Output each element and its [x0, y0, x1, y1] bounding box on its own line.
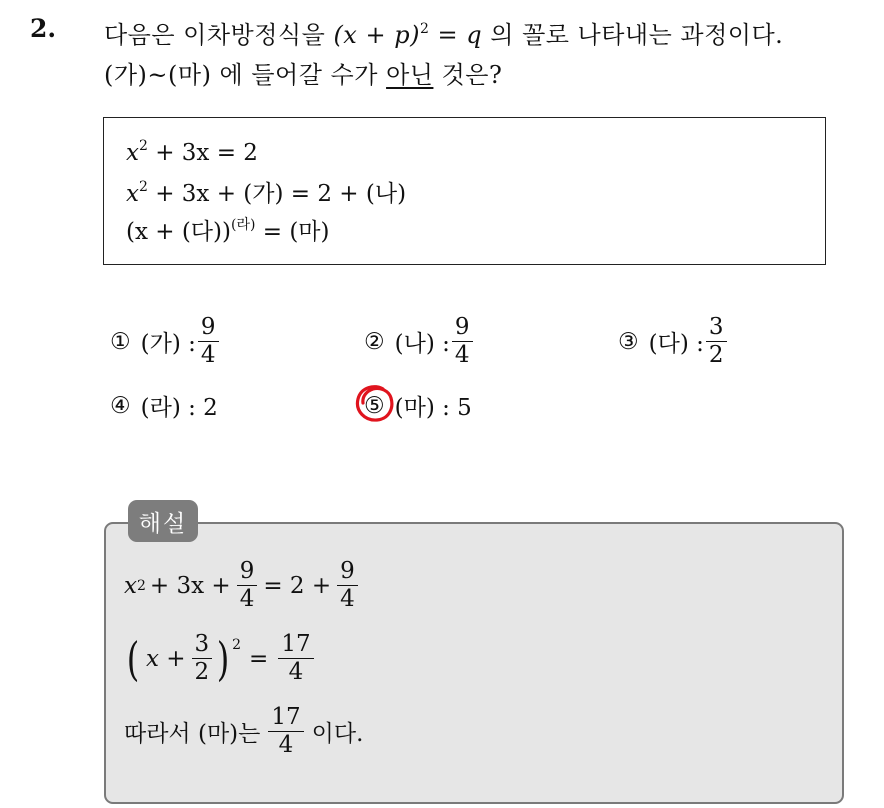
- choice-3-fraction: $\frac{3}{2}$: [706, 316, 727, 367]
- choice-5-label: (마) : 5: [394, 395, 472, 421]
- choice-2-mark: ②: [364, 328, 385, 355]
- question-line-2: [104, 55, 502, 90]
- solution-tab: 해설: [128, 500, 198, 542]
- solution-fraction-4: $\frac{17}{4}$: [278, 633, 313, 684]
- solution-line-2: ( x + $\frac{3}{2}$ ) 2 = $\frac{17}{4}$: [124, 633, 316, 684]
- choice-1-mark: ①: [110, 328, 131, 355]
- question-text-suffix: 의 꼴로 나타내는 과정이다.: [490, 21, 784, 49]
- solution-fraction-2: $\frac{9}{4}$: [337, 560, 358, 611]
- choice-2[interactable]: [364, 316, 475, 367]
- choice-3[interactable]: [618, 316, 729, 367]
- solution-line-1: x 2 + 3x + $\frac{9}{4}$ = 2 + $\frac{9}{4}$: [124, 560, 360, 611]
- choice-3-label: (다) :: [648, 331, 704, 357]
- answer-circle-icon: [353, 381, 397, 425]
- underlined-word: 아닌: [386, 61, 434, 89]
- question-line2-prefix: (가)~(마) 에 들어갈 수가: [104, 61, 378, 89]
- choice-2-label: (나) :: [394, 331, 450, 357]
- choice-2-fraction: $\frac{9}{4}$: [452, 316, 473, 367]
- solution-fraction-1: $\frac{9}{4}$: [237, 560, 258, 611]
- question-line-1: [104, 15, 783, 50]
- choice-1-fraction: $\frac{9}{4}$: [198, 316, 219, 367]
- choice-4-mark: ④: [110, 392, 131, 419]
- question-text: 다음은 이차방정식을: [104, 21, 326, 49]
- process-equation-2: $x^2 + 3x$ + (가) = 2 + (나): [126, 179, 407, 207]
- choice-3-mark: ③: [618, 328, 639, 355]
- question-formula: $(x + p)^2 = q$: [333, 21, 483, 49]
- question-number: 2.: [30, 14, 57, 43]
- choice-1[interactable]: [110, 316, 221, 367]
- question-line2-suffix: 것은?: [441, 61, 503, 89]
- solution-fraction-5: $\frac{17}{4}$: [268, 706, 303, 757]
- choice-4[interactable]: [110, 389, 218, 422]
- solution-line-3: 따라서 (마)는 $\frac{17}{4}$ 이다.: [124, 704, 364, 758]
- process-equation-1: $x^2 + 3x = 2$: [126, 138, 258, 166]
- process-equation-3: (x + (다))$^{(라)}$ = (마): [126, 217, 330, 245]
- choice-5-mark: ⑤: [364, 392, 385, 419]
- choice-1-label: (가) :: [140, 331, 196, 357]
- solution-fraction-3: $\frac{3}{2}$: [192, 633, 213, 684]
- choice-4-label: (라) : 2: [140, 395, 218, 421]
